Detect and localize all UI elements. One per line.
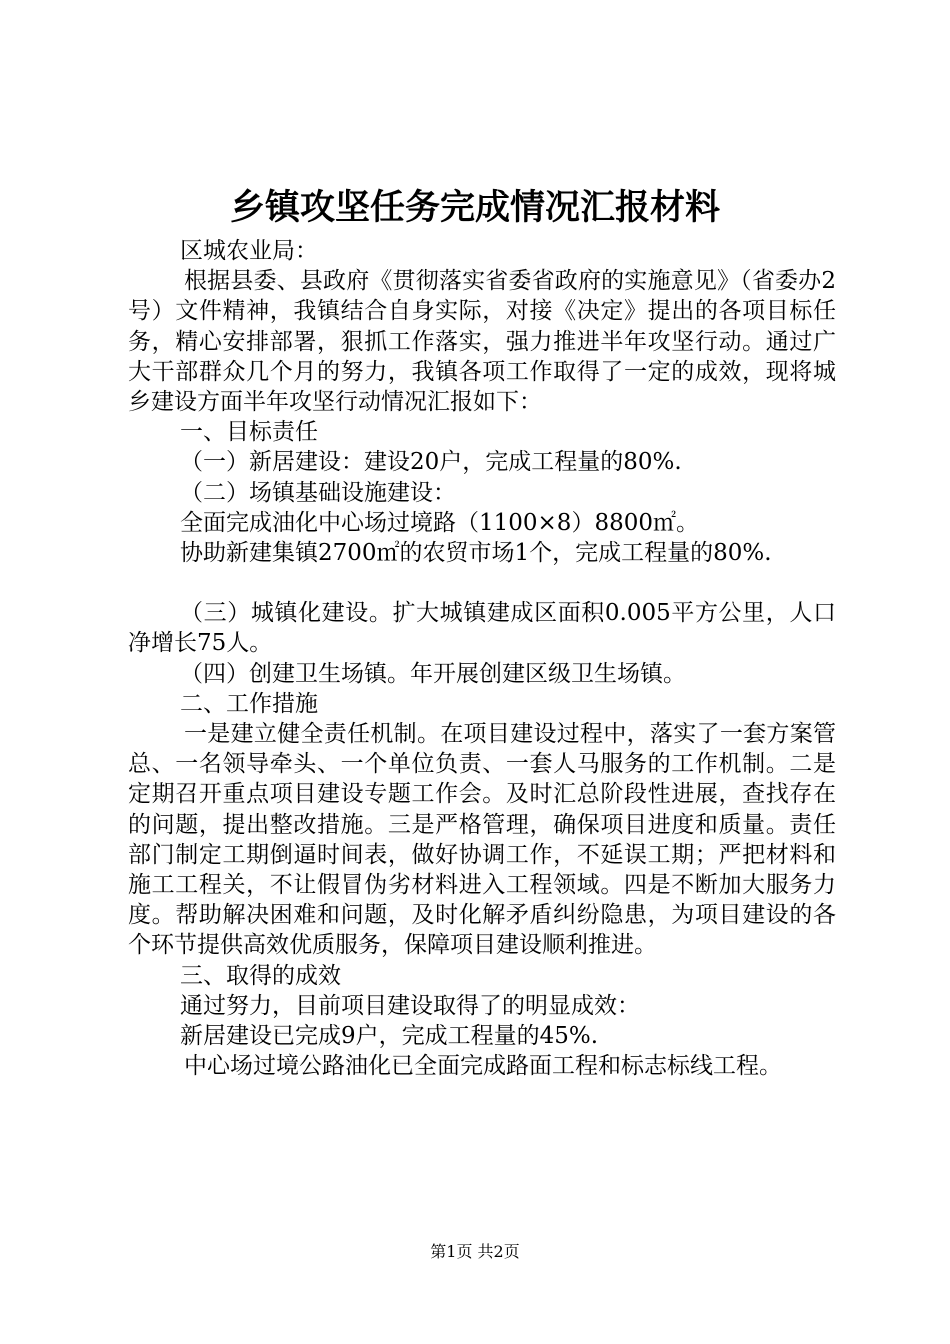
goal-item-2b: 协助新建集镇2700㎡的农贸市场1个，完成工程量的80%.: [180, 540, 772, 567]
paragraph-intro: 根据县委、县政府《贯彻落实省委省政府的实施意见》（省委办2号）文件精神，我镇结合自身实际，对接《决定》提出的各项目标任务，精心安排部署，狠抓工作落实，强力推进半年攻坚行动。通过广大干部群众几个月的努力，我镇各项工作取得了一定的成效，现将城乡建设方面半年攻坚行动情况汇报如下：: [128, 268, 836, 416]
goal-item-3: （三）城镇化建设。扩大城镇建成区面积0.005平方公里，人口净增长75人。: [128, 600, 836, 657]
page-footer: 第1页 共2页: [430, 1242, 520, 1261]
document-title: 乡镇攻坚任务完成情况汇报材料: [229, 187, 720, 228]
result-intro: 通过努力，目前项目建设取得了的明显成效：: [180, 992, 640, 1019]
section-heading-3: 三、取得的成效: [180, 962, 341, 989]
section-heading-2: 二、工作措施: [180, 690, 318, 717]
goal-item-2: （二）场镇基础设施建设：: [180, 479, 456, 506]
goal-item-2a: 全面完成油化中心场过境路（1100×8）8800㎡。: [180, 509, 699, 536]
blank-line: [128, 568, 836, 598]
section-heading-1: 一、目标责任: [180, 419, 318, 446]
document-body: [128, 236, 836, 1081]
goal-item-4: （四）创建卫生场镇。年开展创建区级卫生场镇。: [180, 660, 686, 687]
salutation: 区城农业局：: [180, 238, 318, 264]
result-item-1: 新居建设已完成9户，完成工程量的45%.: [180, 1023, 599, 1050]
paragraph-measures: 一是建立健全责任机制。在项目建设过程中，落实了一套方案管总、一名领导牵头、一个单位负责、一套人马服务的工作机制。二是定期召开重点项目建设专题工作会。及时汇总阶段性进展，查找存在的问题，提出整改措施。三是严格管理，确保项目进度和质量。责任部门制定工期倒逼时间表，做好协调工作，不延误工期；严把材料和施工工程关，不让假冒伪劣材料进入工程领域。四是不断加大服务力度。帮助解决困难和问题，及时化解矛盾纠纷隐患，为项目建设的各个环节提供高效优质服务，保障项目建设顺利推进。: [128, 721, 836, 959]
result-item-2: 中心场过境公路油化已全面完成路面工程和标志标线工程。: [184, 1053, 782, 1080]
goal-item-1: （一）新居建设：建设20户，完成工程量的80%.: [180, 449, 682, 476]
